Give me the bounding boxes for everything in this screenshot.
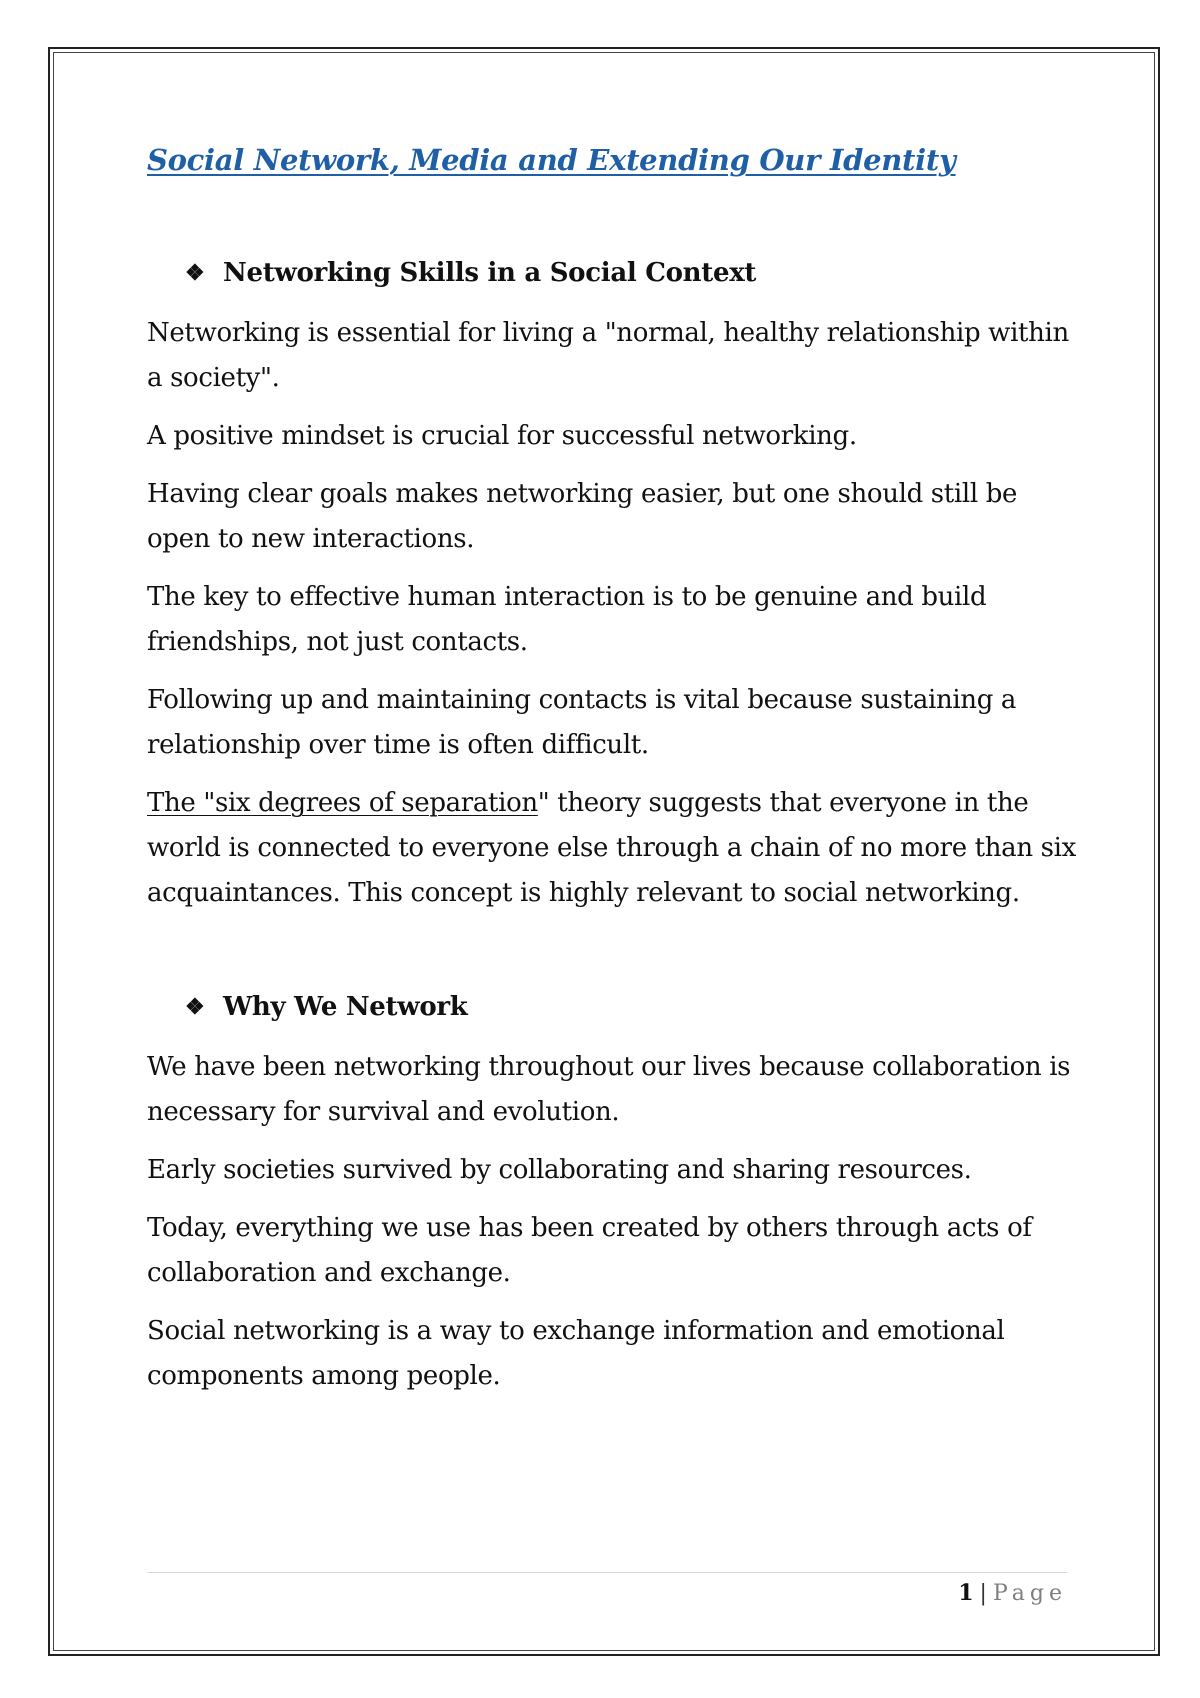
- paragraph: Early societies survived by collaborating and sharing resources.: [147, 1155, 972, 1185]
- six-degrees-underlined-text: The "six degrees of separation: [147, 788, 538, 818]
- paragraph: Following up and maintaining contacts is vital because sustaining a relationship over time is often difficult.: [147, 685, 1017, 760]
- section-heading-text: Networking Skills in a Social Context: [223, 258, 757, 288]
- page-footer: [958, 1575, 1067, 1612]
- footer-separator: |: [979, 1581, 987, 1606]
- paragraph: Having clear goals makes networking easier, but one should still be open to new interactions.: [147, 479, 1018, 554]
- paragraph: Today, everything we use has been created by others through acts of collaboration and exchange.: [147, 1213, 1032, 1288]
- section-heading-text: Why We Network: [223, 992, 468, 1022]
- diamond-bullet-icon: ❖: [185, 260, 205, 286]
- paragraph: A positive mindset is crucial for successful networking.: [147, 421, 857, 451]
- paragraph: The key to effective human interaction is to be genuine and build friendships, not just contacts.: [147, 582, 987, 657]
- section-heading-why-we-network: [185, 989, 1077, 1025]
- page-label: Page: [992, 1581, 1067, 1606]
- diamond-bullet-icon: ❖: [185, 994, 205, 1020]
- paragraph: We have been networking throughout our lives because collaboration is necessary for survival and evolution.: [147, 1052, 1071, 1127]
- document-body: [147, 138, 1077, 1399]
- document-title: Social Network, Media and Extending Our Identity: [147, 143, 956, 177]
- footer-divider: [147, 1572, 1067, 1573]
- paragraph: Social networking is a way to exchange information and emotional components among people.: [147, 1316, 1005, 1391]
- paragraph: Networking is essential for living a "normal, healthy relationship within a society".: [147, 318, 1069, 393]
- section-heading-networking-skills: [185, 255, 1077, 291]
- six-degrees-text: " theory suggests that everyone in the world is connected to everyone else through a chain of no more than six acquaintances. This concept is highly relevant to social networking.: [147, 788, 1076, 908]
- page-number: 1: [958, 1580, 974, 1606]
- six-degrees-paragraph: [147, 781, 1077, 916]
